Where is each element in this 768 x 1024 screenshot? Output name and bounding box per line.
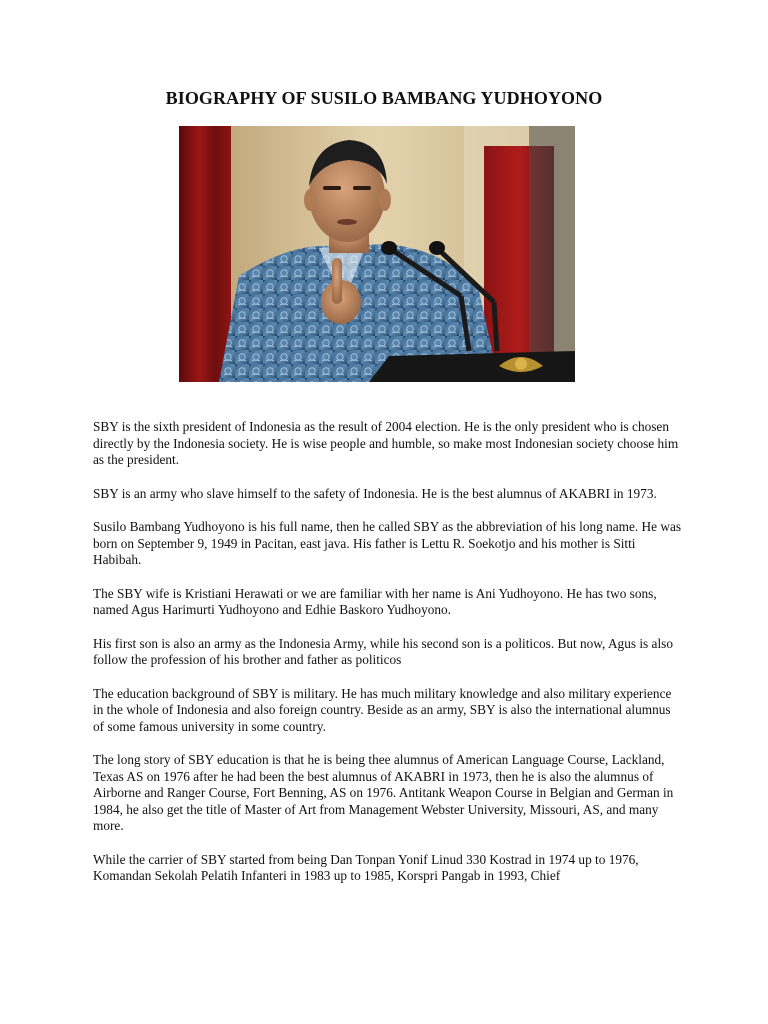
paragraph: The SBY wife is Kristiani Herawati or we are familiar with her name is Ani Yudhoyono. He has two sons, named Agus Harimurti Yudhoyono and Edhie Baskoro Yudhoyono. [93,585,657,617]
paragraph: Susilo Bambang Yudhoyono is his full name, then he called SBY as the abbreviation of his long name. He was born on September 9, 1949 in Pacitan, east java. His father is Lettu R. Soekotjo and his mother is Sitti Habibah. [93,519,682,567]
paragraph: The education background of SBY is military. He has much military knowledge and also military experience in the whole of Indonesia and also foreign country. Beside as an army, SBY is also the international alumnus of some famous university in some country. [93,685,672,734]
portrait-photo [179,126,575,382]
paragraph: His first son is also an army as the Indonesia Army, while his second son is a politicos. But now, Agus is also follow the profession of his brother and father as politicos [93,635,673,667]
paragraph: The long story of SBY education is that he is being thee alumnus of American Language Course, Lackland, Texas AS on 1976 after he had been the best alumnus of AKABRI in 1973, then he is also the alumnus of Airborne and Ranger Course, Fort Benning, AS on 1976. Antitank Weapon Course in Belgian and German in 1984, he also get the title of Master of Art from Management Webster University, Missouri, AS, and many more. [93,752,674,833]
paragraph: SBY is the sixth president of Indonesia as the result of 2004 election. He is the only president who is chosen directly by the Indonesia society. He is wise people and humble, so make most Indonesian society choose him as the president. [93,419,679,467]
paragraph: SBY is an army who slave himself to the safety of Indonesia. He is the best alumnus of AKABRI in 1973. [93,485,657,501]
paragraph: While the carrier of SBY started from being Dan Tonpan Yonif Linud 330 Kostrad in 1974 up to 1976, Komandan Sekolah Pelatih Infanteri in 1983 up to 1985, Korspri Pangab in 1993, Chief [93,851,639,883]
biography-body [93,419,683,902]
document-title: BIOGRAPHY OF SUSILO BAMBANG YUDHOYONO [165,88,603,108]
